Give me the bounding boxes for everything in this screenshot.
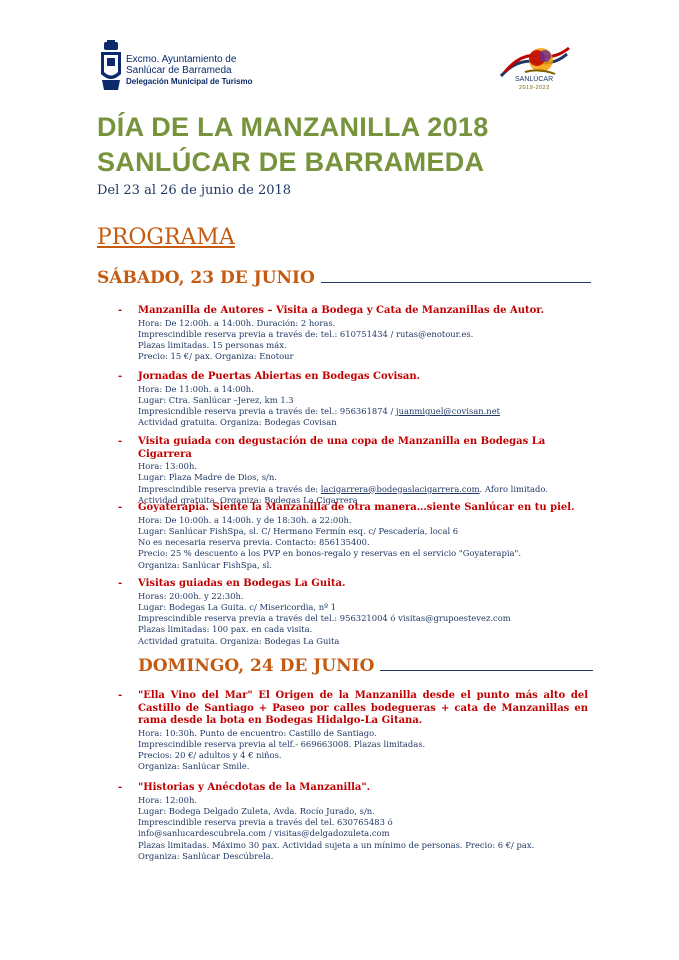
event-detail [138,484,588,495]
event-title: Visita guiada con degustación de una copa de Manzanilla en Bodegas La Cigarrera [138,436,546,460]
list-bullet: - [118,690,123,701]
event-detail: Organiza: Sanlúcar Smile. [138,761,250,772]
event-detail: Organiza: Sanlúcar FishSpa, sl. [138,559,272,570]
event-item [118,690,588,773]
event-detail: Hora: 10:30h. Punto de encuentro: Castillo de Santiago. [138,727,377,738]
event-detail: Organiza: Sanlúcar Descúbrela. [138,850,274,861]
event-detail: Lugar: Sanlúcar FishSpa, sl. C/ Hermano Fermín esq. c/ Pescadería, local 6 [138,525,459,536]
event-detail: Imprescindible reserva previa a través del tel.: 956321004 ó visitas@grupoestevez.com [138,613,511,624]
event-item [118,578,588,647]
heading-rule [321,281,591,283]
event-detail-text: . Aforo limitado. [479,483,548,494]
municipal-logo [98,40,258,92]
event-detail [138,406,588,417]
event-detail: Actividad gratuita. Organiza: Bodegas La Guita [138,635,340,646]
org-name-line2: Sanlúcar de Barrameda [126,65,232,76]
email-link[interactable]: juanmiguel@covisan.net [396,406,501,417]
event-detail: Lugar: Bodega Delgado Zuleta, Avda. Rocío Jurado, s/n. [138,805,375,816]
event-item [118,502,588,571]
page-subtitle: SANLÚCAR DE BARRAMEDA [97,147,485,177]
event-detail: Imprescindible reserva previa a través del tel. 630765483 ó [138,817,393,828]
event-item [118,371,588,429]
email-link[interactable]: lacigarrera@bodegaslacigarrera.com [320,483,480,494]
event-detail: Hora: 12:00h. [138,794,198,805]
page-title: DÍA DE LA MANZANILLA 2018 [97,112,489,142]
event-title: "Historias y Anécdotas de la Manzanilla". [138,782,371,793]
event-detail: Plazas limitadas. 15 personas máx. [138,340,287,351]
event-detail-text: Imprescindible reserva previa a través de: [138,483,321,494]
programa-heading: PROGRAMA [97,225,235,250]
event-title: Goyaterapia. Siente la Manzanilla de otra manera…siente Sanlúcar en tu piel. [138,502,575,513]
org-department: Delegación Municipal de Turismo [126,77,253,86]
event-detail: Lugar: Plaza Madre de Dios, s/n. [138,472,277,483]
event-title: Visitas guiadas en Bodegas La Guita. [138,578,346,589]
list-bullet: - [118,305,123,316]
coat-of-arms-icon [98,40,124,92]
event-detail: Precio: 15 €/ pax. Organiza: Enotour [138,351,294,362]
event-detail: Hora: 13:00h. [138,461,198,471]
event-detail: Plazas limitadas. Máximo 30 pax. Actividad sujeta a un mínimo de personas. Precio: 6 €/ pax. [138,839,535,850]
day-label: SÁBADO, 23 DE JUNIO [97,268,315,288]
event-detail: Actividad gratuita. Organiza: Bodegas Covisan [138,417,337,428]
list-bullet: - [118,436,123,447]
event-detail: Horas: 20:00h. y 22:30h. [138,590,244,601]
list-bullet: - [118,371,123,382]
event-detail: Hora: De 11:00h. a 14:00h. [138,383,254,394]
event-title: Jornadas de Puertas Abiertas en Bodegas Covisan. [138,371,421,382]
sanlucar-brand-logo [495,42,577,96]
event-detail: Precios: 20 €/ adultos y 4 € niños. [138,750,282,761]
heading-rule [380,669,593,671]
list-bullet: - [118,782,123,793]
event-detail: Actividad gratuita. Organiza: Bodegas La Cigarrera [138,494,358,505]
list-bullet: - [118,502,123,513]
logo-wordmark: SANLÚCAR [515,76,554,83]
event-detail: No es necesaria reserva previa. Contacto: 856135400. [138,537,370,548]
event-detail: Plazas limitadas: 100 pax. en cada visita. [138,624,313,635]
day-heading-saturday [97,268,591,288]
event-title: "Ella Vino del Mar" El Origen de la Manzanilla desde el punto más alto del Castillo de Santiago + Paseo por calles bodegueras + cata de Manzanillas en rama desde la bota en Bodegas Hidalgo-La Gitana. [138,690,588,726]
event-item [118,305,588,363]
event-detail: Imprescindible reserva previa a través de: tel.: 610751434 / rutas@enotour.es. [138,328,474,339]
day-label: DOMINGO, 24 DE JUNIO [138,656,375,676]
event-detail: Lugar: Ctra. Sanlúcar –Jerez, km 1.3 [138,394,294,405]
event-title: Manzanilla de Autores – Visita a Bodega y Cata de Manzanillas de Autor. [138,305,545,316]
event-item [118,436,588,506]
event-detail: Precio: 25 % descuento a los PVP en bonos-regalo y reservas en el servicio "Goyaterapia". [138,548,522,559]
event-detail-text: Impresicndible reserva previa a través de: tel.: 956361874 / [138,406,397,417]
org-name-line1: Excmo. Ayuntamiento de [126,54,237,65]
event-detail: Hora: De 12:00h. a 14:00h. Duración: 2 horas. [138,317,336,328]
event-item [118,782,588,862]
list-bullet: - [118,578,123,589]
event-detail: info@sanlucardescubrela.com / visitas@delgadozuleta.com [138,828,390,839]
event-dates: Del 23 al 26 de junio de 2018 [97,183,292,198]
event-detail: Lugar: Bodegas La Guita. c/ Misericordia, nº 1 [138,601,337,612]
event-detail: Imprescindible reserva previa al telf.- 669663008. Plazas limitadas. [138,738,426,749]
event-detail: Hora: De 10:00h. a 14:00h. y de 18:30h. a 22:00h. [138,514,352,525]
day-heading-sunday [138,656,593,676]
logo-years: 2019-2022 [519,85,550,91]
